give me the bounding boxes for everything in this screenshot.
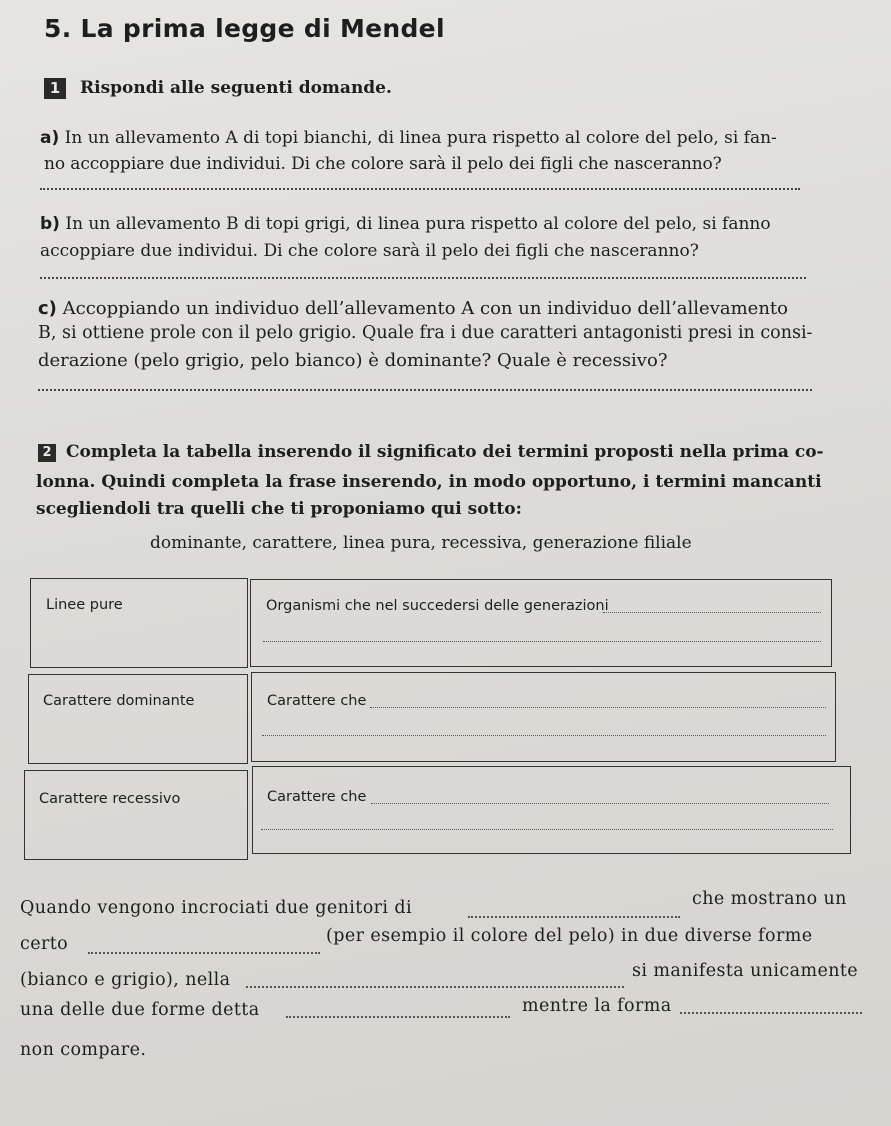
sentence-part: mentre la forma [522,996,672,1016]
answer-line-c[interactable] [38,389,812,391]
question-c-line2: B, si ottiene prole con il pelo grigio. Quale fra i due caratteri antagonisti presi in consi- [38,323,813,343]
question-c-line1: c) Accoppiando un individuo dell’allevamento A con un individuo dell’allevamento [38,298,788,319]
word-bank: dominante, carattere, linea pura, recessiva, generazione filiale [150,533,692,553]
answer-line-b[interactable] [40,277,806,279]
table-definition-cell-3: Carattere che [252,766,851,854]
sentence-blank-4[interactable] [286,1016,510,1018]
sentence-blank-3[interactable] [246,986,624,988]
section-title: 5. La prima legge di Mendel [44,14,445,43]
definition-blank[interactable] [261,829,833,830]
question-a-line1: a) In un allevamento A di topi bianchi, di linea pura rispetto al colore del pelo, si fan- [40,128,777,148]
definition-blank[interactable] [603,612,821,613]
sentence-blank-2[interactable] [88,952,320,954]
answer-line-a[interactable] [40,188,800,190]
exercise-number-badge: 1 [44,78,66,99]
sentence-part: certo [20,934,69,954]
sentence-part: una delle due forme detta [20,1000,260,1020]
table-definition-cell-1: Organismi che nel succedersi delle generazioni [250,579,832,667]
sentence-blank-5[interactable] [680,1012,862,1014]
exercise-2-instruction-line3: scegliendoli tra quelli che ti proponiamo qui sotto: [36,499,522,519]
exercise-number-badge: 2 [38,444,56,462]
question-b-line1: b) In un allevamento B di topi grigi, di linea pura rispetto al colore del pelo, si fanno [40,214,771,234]
exercise-1-heading [44,78,392,99]
sentence-part: non compare. [20,1040,147,1060]
question-a-line2: no accoppiare due individui. Di che colore sarà il pelo dei figli che nasceranno? [44,154,722,174]
sentence-part: che mostrano un [692,889,847,909]
definition-blank[interactable] [371,803,829,804]
exercise-1-instruction: Rispondi alle seguenti domande. [80,78,392,98]
exercise-2-instruction-line2: lonna. Quindi completa la frase inserendo, in modo opportuno, i termini mancanti [36,472,822,492]
question-c-line3: derazione (pelo grigio, pelo bianco) è dominante? Quale è recessivo? [38,350,668,371]
sentence-part: si manifesta unicamente [632,961,859,981]
exercise-2-instruction-line1: 2 Completa la tabella inserendo il significato dei termini proposti nella prima co- [38,440,824,465]
table-definition-cell-2: Carattere che [251,672,836,762]
sentence-part: (bianco e grigio), nella [20,970,231,990]
definition-blank[interactable] [370,707,826,708]
sentence-part: Quando vengono incrociati due genitori di [20,898,412,918]
sentence-blank-1[interactable] [468,916,680,918]
definition-blank[interactable] [263,641,821,642]
table-term-cell-2: Carattere dominante [28,674,248,764]
table-term-cell-3: Carattere recessivo [24,770,248,860]
table-term-cell-1: Linee pure [30,578,248,668]
sentence-part: (per esempio il colore del pelo) in due diverse forme [326,926,813,946]
definition-blank[interactable] [262,735,826,736]
question-b-line2: accoppiare due individui. Di che colore sarà il pelo dei figli che nasceranno? [40,241,699,261]
